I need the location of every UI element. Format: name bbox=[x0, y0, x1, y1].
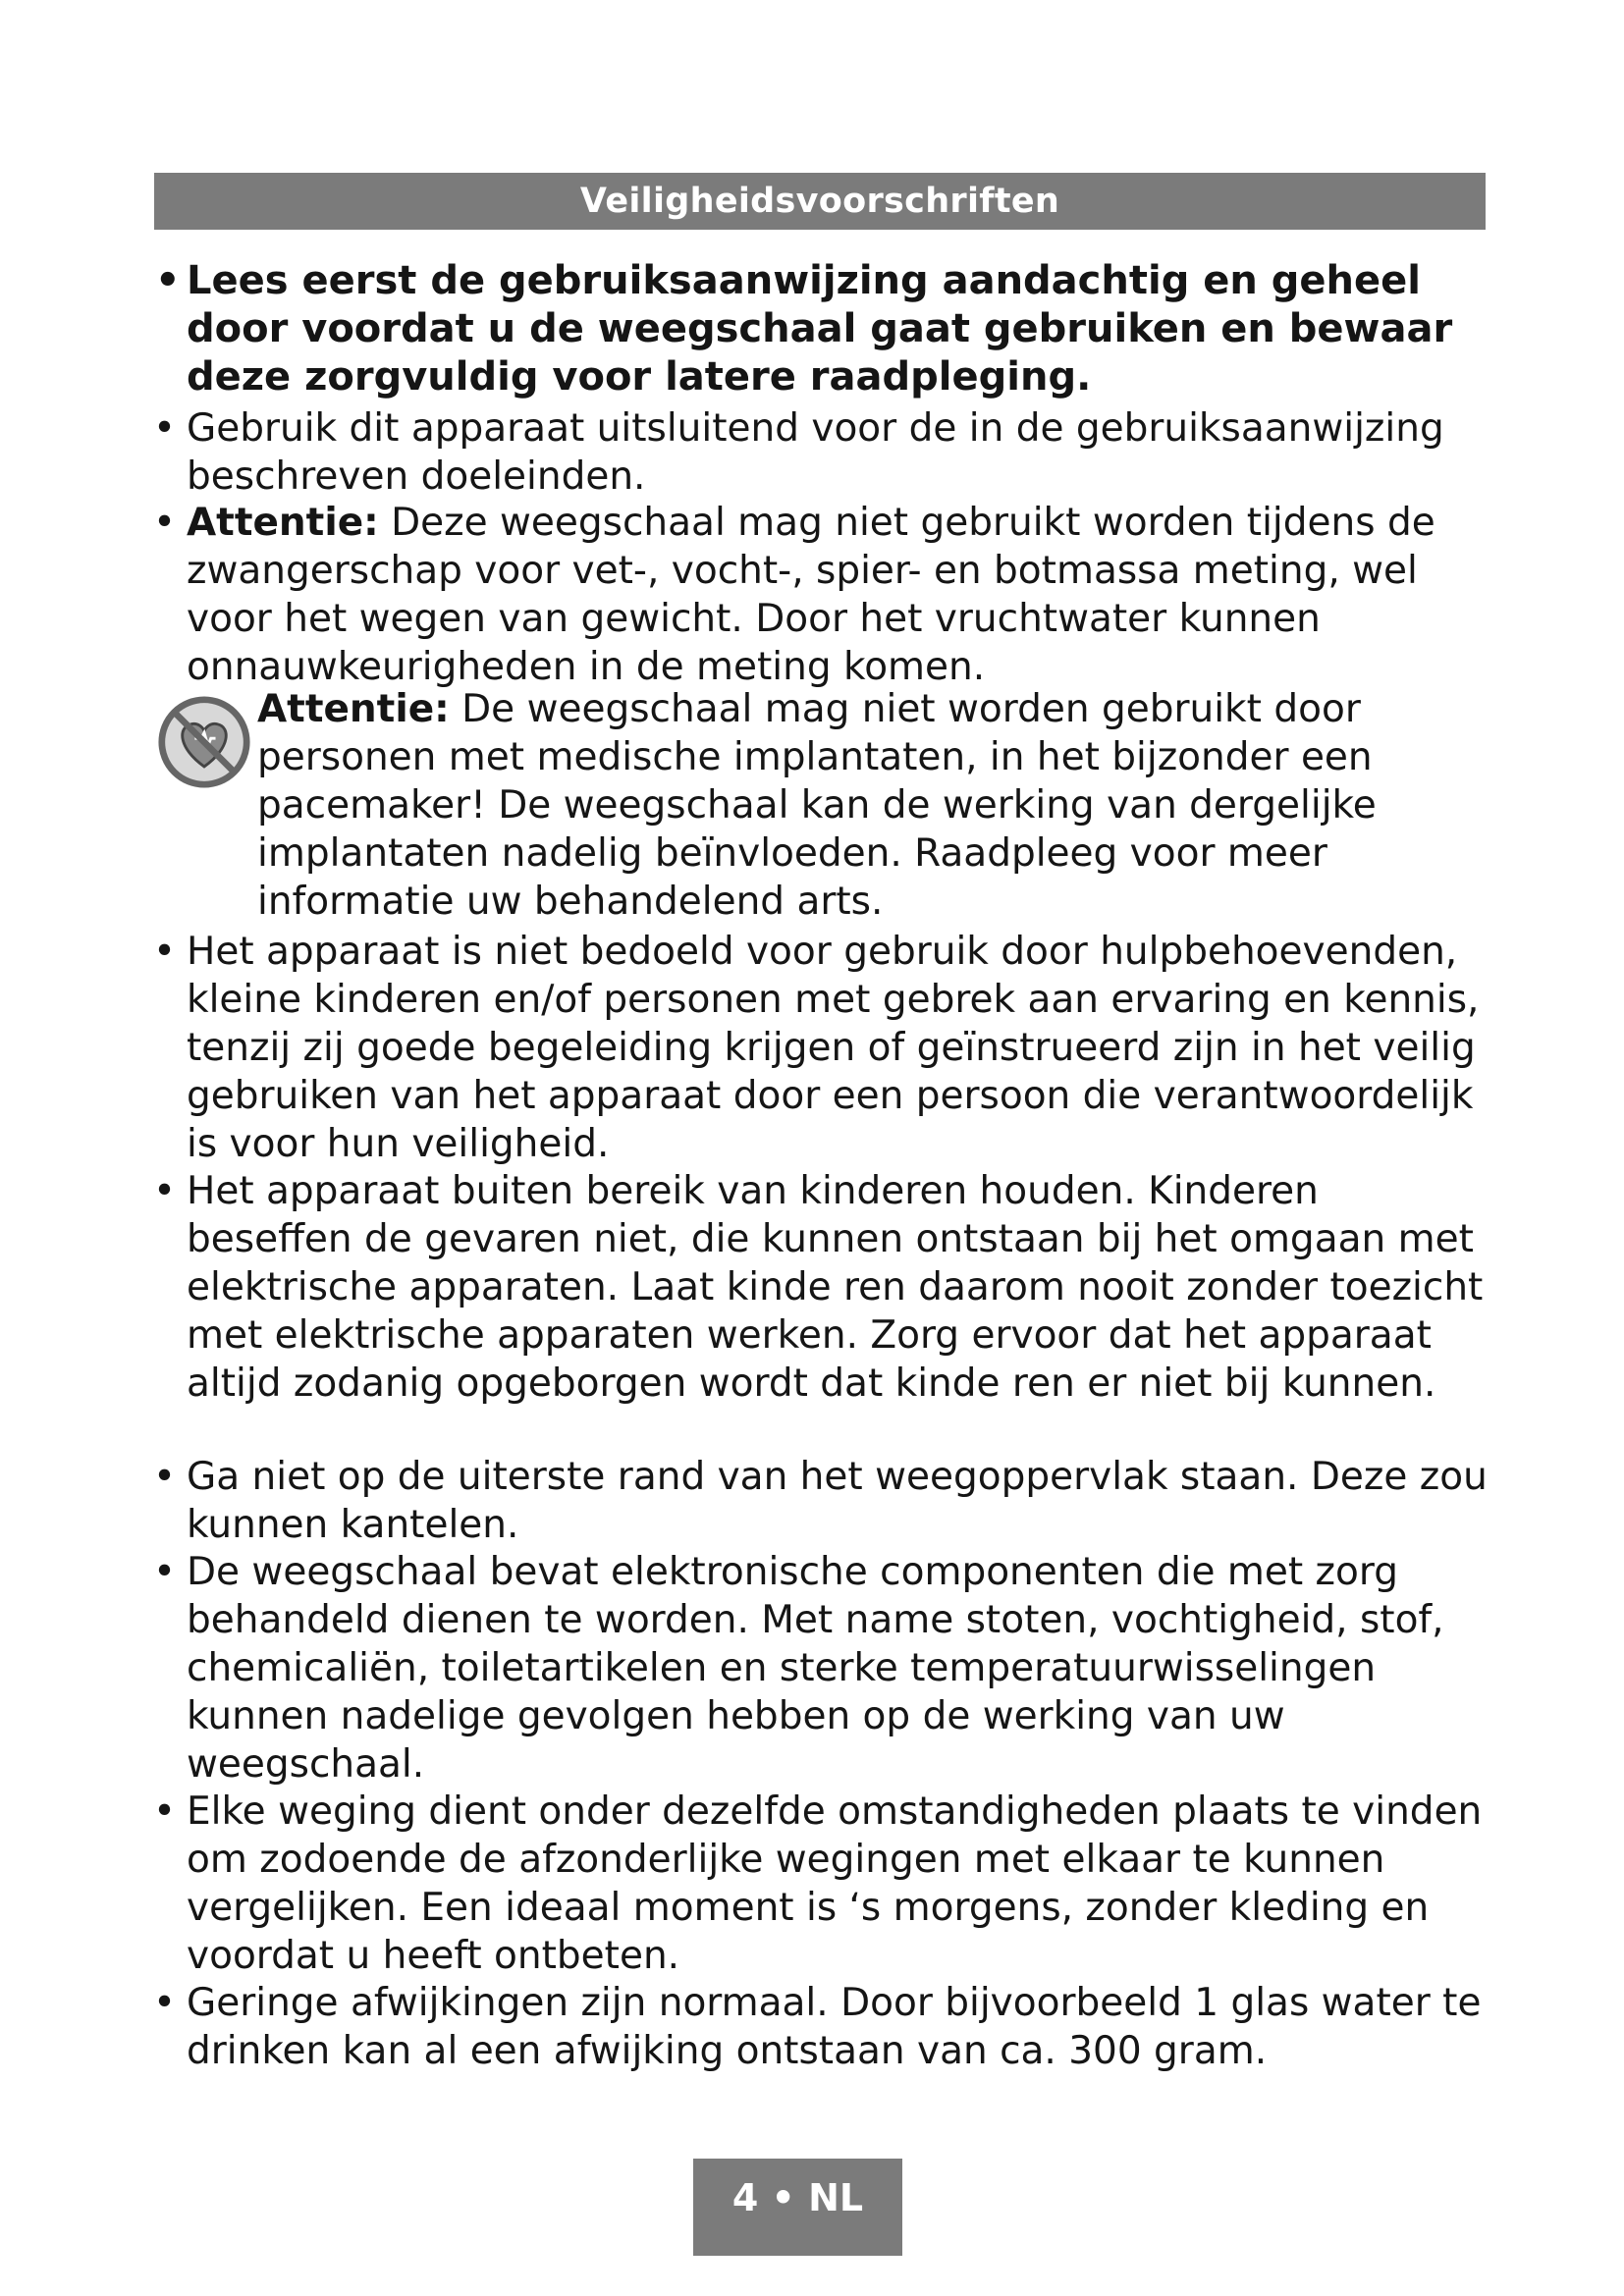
item-text: Elke weging dient onder dezelfde omstandigheden plaats te vinden om zodoende de afzonderlijke wegingen met elkaar te kunnen vergelijken. Een ideaal moment is ‘s morgens, zonder kleding en voordat u heeft ontbeten. bbox=[187, 1789, 1483, 1978]
warning-text: De weegschaal mag niet worden gebruikt door personen met medische implantaten, in het bijzonder een pacemaker! De weegschaal kan de werking van dergelijke implantaten nadelig beïnvloeden. Raadpleeg voor meer informatie uw behandelend arts. bbox=[257, 687, 1377, 924]
bullet: • bbox=[153, 930, 177, 974]
no-pacemaker-icon bbox=[157, 695, 251, 789]
item-text: Geringe afwijkingen zijn normaal. Door bijvoorbeeld 1 glas water te drinken kan al een afwijking ontstaan van ca. 300 gram. bbox=[187, 1981, 1482, 2073]
bullet: • bbox=[153, 1789, 177, 1834]
bullet: • bbox=[153, 1455, 177, 1499]
list-item bbox=[153, 1453, 1492, 1549]
implant-warning bbox=[257, 685, 1485, 926]
list-item bbox=[153, 404, 1492, 501]
item-text: Ga niet op de uiterste rand van het weegoppervlak staan. Deze zou kunnen kantelen. bbox=[187, 1455, 1488, 1547]
item-text: Gebruik dit apparaat uitsluitend voor de in de gebruiksaanwijzing beschreven doeleinden. bbox=[187, 406, 1444, 499]
item-text: Lees eerst de gebruiksaanwijzing aandachtig en geheel door voordat u de weegschaal gaat gebruiken en bewaar deze zorgvuldig voor latere raadpleging. bbox=[187, 258, 1453, 400]
bullet: • bbox=[153, 1981, 177, 2025]
page-number: 4 • NL bbox=[693, 2159, 902, 2256]
bullet: • bbox=[153, 406, 177, 451]
bullet: • bbox=[153, 1550, 177, 1594]
item-label: Attentie: bbox=[187, 501, 379, 545]
list-item bbox=[153, 928, 1492, 1168]
item-text: Het apparaat buiten bereik van kinderen houden. Kinderen beseffen de gevaren niet, die kunnen ontstaan bij het omgaan met elektrische apparaten. Laat kinde ren daarom nooit zonder toezicht met elektrische apparaten werken. Zorg ervoor dat het apparaat altijd zodanig opgeborgen wordt dat kinde ren er niet bij kunnen. bbox=[187, 1169, 1484, 1406]
list-item bbox=[153, 1548, 1492, 1789]
list-item bbox=[153, 1167, 1492, 1408]
bullet: • bbox=[153, 501, 177, 545]
bullet: • bbox=[153, 1169, 177, 1213]
item-text: De weegschaal bevat elektronische componenten die met zorg behandeld dienen te worden. Met name stoten, vochtigheid, stof, chemicaliën, toiletartikelen en sterke temperatuurwisselingen kunnen nadelige gevolgen hebben op de werking van uw weegschaal. bbox=[187, 1550, 1444, 1787]
item-text: Het apparaat is niet bedoeld voor gebruik door hulpbehoevenden, kleine kinderen en/of personen met gebrek aan ervaring en kennis, tenzij zij goede begeleiding krijgen of geïnstrueerd zijn in het veilig gebruiken van het apparaat door een persoon die verantwoordelijk is voor hun veiligheid. bbox=[187, 930, 1480, 1166]
section-title: Veiligheidsvoorschriften bbox=[154, 173, 1486, 230]
list-item bbox=[153, 1979, 1492, 2075]
list-item bbox=[153, 1788, 1492, 1980]
list-item bbox=[155, 257, 1492, 401]
bullet: • bbox=[155, 258, 181, 303]
warning-label: Attentie: bbox=[257, 687, 450, 731]
item-text: Deze weegschaal mag niet gebruikt worden tijdens de zwangerschap voor vet-, vocht-, spier- en botmassa meting, wel voor het wegen van gewicht. Door het vruchtwater kunnen onnauwkeurigheden in de meting komen. bbox=[187, 501, 1435, 689]
list-item bbox=[153, 499, 1492, 691]
